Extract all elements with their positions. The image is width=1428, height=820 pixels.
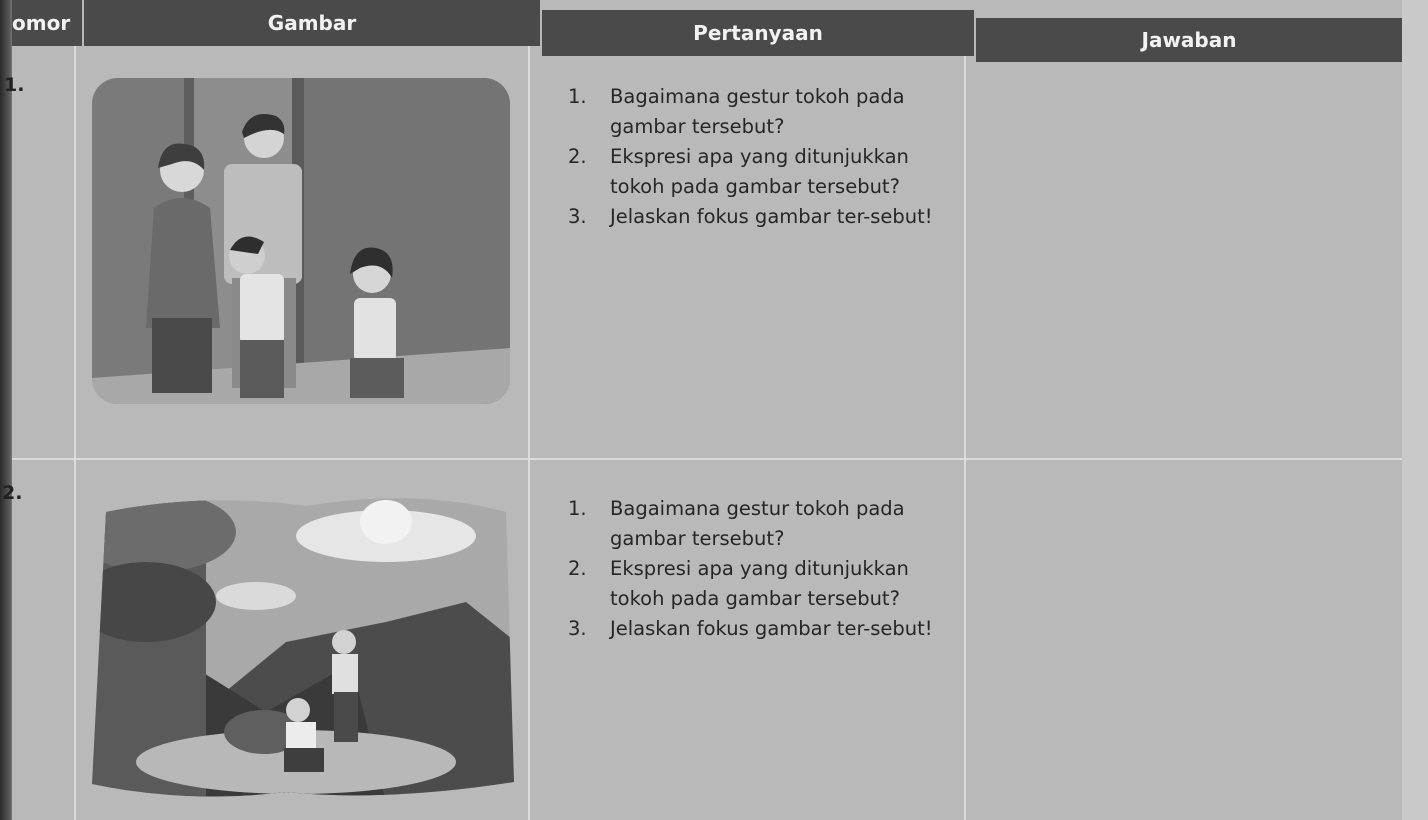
question-item: 1. Bagaimana gestur tokoh pada gambar tersebut?	[568, 85, 905, 138]
column-divider	[528, 46, 530, 820]
header-jawaban: Jawaban	[976, 18, 1402, 62]
question-item: 2. Ekspresi apa yang ditunjukkan tokoh pada gambar tersebut?	[568, 557, 909, 610]
question-list-row2	[568, 494, 958, 644]
answer-cell[interactable]	[968, 474, 1398, 818]
row-number: 2.	[2, 482, 23, 504]
header-gambar: Gambar	[84, 0, 540, 46]
question-item: 2. Ekspresi apa yang ditunjukkan tokoh pada gambar tersebut?	[568, 145, 909, 198]
row-divider	[12, 458, 1402, 460]
header-pertanyaan: Pertanyaan	[542, 10, 974, 56]
question-item: 3. Jelaskan fokus gambar ter-sebut!	[568, 205, 933, 228]
column-divider	[74, 46, 76, 820]
question-list-row1	[568, 82, 958, 232]
question-item: 3. Jelaskan fokus gambar ter-sebut!	[568, 617, 933, 640]
illustration-greeting-teacher	[92, 78, 510, 404]
row-number: 1.	[4, 74, 25, 96]
header-nomor: omor	[12, 0, 82, 46]
worksheet-table	[2, 0, 1402, 820]
illustration-children-outdoors	[86, 492, 516, 802]
answer-cell[interactable]	[968, 64, 1398, 456]
column-divider	[964, 56, 966, 820]
question-item: 1. Bagaimana gestur tokoh pada gambar tersebut?	[568, 497, 905, 550]
